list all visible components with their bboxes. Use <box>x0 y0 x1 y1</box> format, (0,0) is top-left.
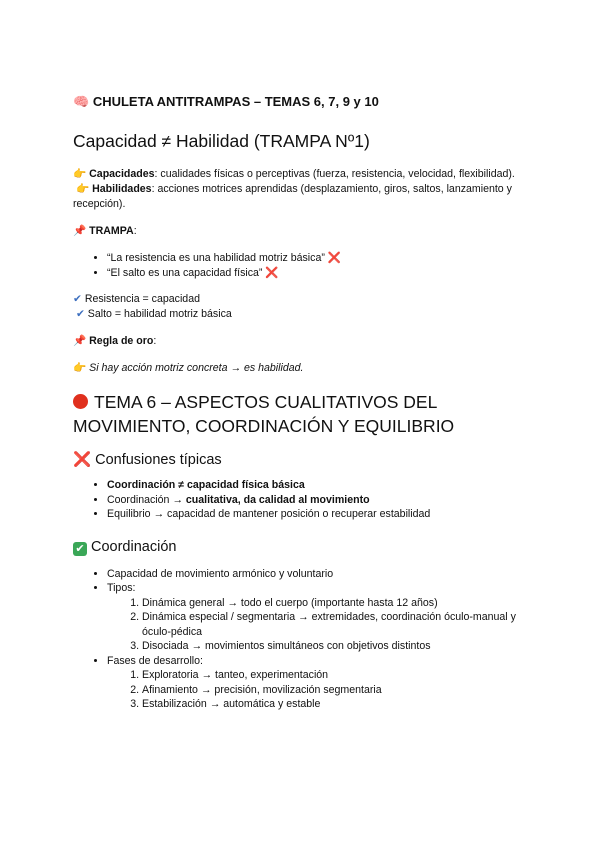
trampa-colon: : <box>133 225 137 237</box>
tema6-heading-line1 <box>73 390 533 414</box>
fase-text: Estabilización → automática y estable <box>142 698 321 710</box>
coordinacion-heading <box>73 537 533 557</box>
check-text: Salto = habilidad motriz básica <box>87 308 232 320</box>
check-line-2 <box>73 307 533 322</box>
habilidades-paragraph <box>73 182 533 212</box>
list-item <box>107 507 533 522</box>
trampa-label-line <box>73 224 533 239</box>
section-capacidad-heading: Capacidad ≠ Habilidad (TRAMPA Nº1) <box>73 131 370 151</box>
capacidades-paragraph <box>73 167 533 182</box>
tipo-text: Disociada → movimientos simultáneos con objetivos distintos <box>142 640 431 652</box>
cross-icon: ❌ <box>73 452 92 468</box>
trampa-label: TRAMPA <box>89 225 134 237</box>
list-item <box>107 478 533 493</box>
list-item <box>107 581 533 654</box>
capacidades-label: Capacidades <box>89 168 155 180</box>
list-item <box>142 697 533 712</box>
list-item <box>142 683 533 698</box>
tipos-label: Tipos: <box>107 582 136 594</box>
check-mark-icon: ✔ <box>75 308 85 320</box>
document-title <box>73 92 533 112</box>
coordinacion-heading-text: Coordinación <box>91 538 177 555</box>
cross-icon: ❌ <box>327 252 342 264</box>
list-item <box>142 596 533 611</box>
tema6-heading <box>73 390 533 438</box>
trampa-item-text: “La resistencia es una habilidad motriz básica” <box>107 252 325 264</box>
fase-text: Exploratoria → tanteo, experimentación <box>142 669 329 681</box>
tema6-heading-line2: MOVIMIENTO, COORDINACIÓN Y EQUILIBRIO <box>73 416 455 436</box>
list-item <box>142 610 533 639</box>
tema6-heading-text: TEMA 6 – ASPECTOS CUALITATIVOS DEL <box>94 392 438 412</box>
confusiones-list <box>73 478 533 522</box>
confusion-text: Equilibrio → capacidad de mantener posición o recuperar estabilidad <box>107 508 431 520</box>
list-item <box>107 654 533 712</box>
document-page <box>73 92 533 712</box>
list-item <box>107 567 533 582</box>
regla-text: Si hay acción motriz concreta → es habilidad. <box>89 362 304 374</box>
habilidades-label: Habilidades <box>92 183 152 195</box>
check-line-1 <box>73 292 533 307</box>
tipos-list <box>107 596 533 654</box>
list-item <box>107 251 533 266</box>
title-text: CHULETA ANTITRAMPAS – TEMAS 6, 7, 9 y 10 <box>92 94 379 109</box>
regla-text-line <box>73 361 533 376</box>
capacidades-text: : cualidades físicas o perceptivas (fuerza, resistencia, velocidad, flexibilidad). <box>154 168 515 180</box>
trampa-list <box>73 251 533 280</box>
confusion-text: Coordinación → <box>107 493 186 506</box>
check-mark-icon: ✔ <box>73 293 82 305</box>
cross-icon: ❌ <box>265 266 279 279</box>
coordinacion-item-text: Capacidad de movimiento armónico y voluntario <box>107 567 334 580</box>
check-box-icon: ✔ <box>73 542 87 556</box>
confusion-bold-text: Coordinación ≠ capacidad física básica <box>107 479 305 491</box>
confusion-bold-text: cualitativa, da calidad al movimiento <box>185 493 370 506</box>
regla-label-line <box>73 334 533 349</box>
trampa-item-text: “El salto es una capacidad física” <box>107 266 263 279</box>
pointing-hand-icon: 👉 <box>73 168 87 180</box>
pushpin-icon: 📌 <box>73 225 87 237</box>
regla-label: Regla de oro <box>89 335 154 347</box>
red-circle-icon <box>73 394 88 409</box>
pointing-hand-icon: 👉 <box>73 362 87 374</box>
fases-list <box>107 668 533 712</box>
pointing-hand-icon: 👉 <box>75 183 90 195</box>
confusiones-heading-text: Confusiones típicas <box>95 452 222 468</box>
check-text: Resistencia = capacidad <box>84 293 200 305</box>
regla-colon: : <box>153 335 157 347</box>
list-item <box>142 639 533 654</box>
fase-text: Afinamiento → precisión, movilización segmentaria <box>142 683 382 696</box>
tipo-text: Dinámica especial / segmentaria → extremidades, coordinación óculo-manual y óculo-pédica <box>142 611 516 638</box>
list-item <box>142 668 533 683</box>
tipo-text: Dinámica general → todo el cuerpo (importante hasta 12 años) <box>142 596 438 609</box>
pushpin-icon: 📌 <box>73 335 87 347</box>
brain-icon: 🧠 <box>73 95 90 110</box>
coordinacion-list <box>73 567 533 712</box>
fases-label: Fases de desarrollo: <box>107 654 203 667</box>
habilidades-text: : acciones motrices aprendidas (desplazamiento, giros, saltos, lanzamiento y recepción). <box>73 183 512 210</box>
confusiones-heading <box>73 450 533 470</box>
list-item <box>107 266 533 281</box>
list-item <box>107 493 533 508</box>
